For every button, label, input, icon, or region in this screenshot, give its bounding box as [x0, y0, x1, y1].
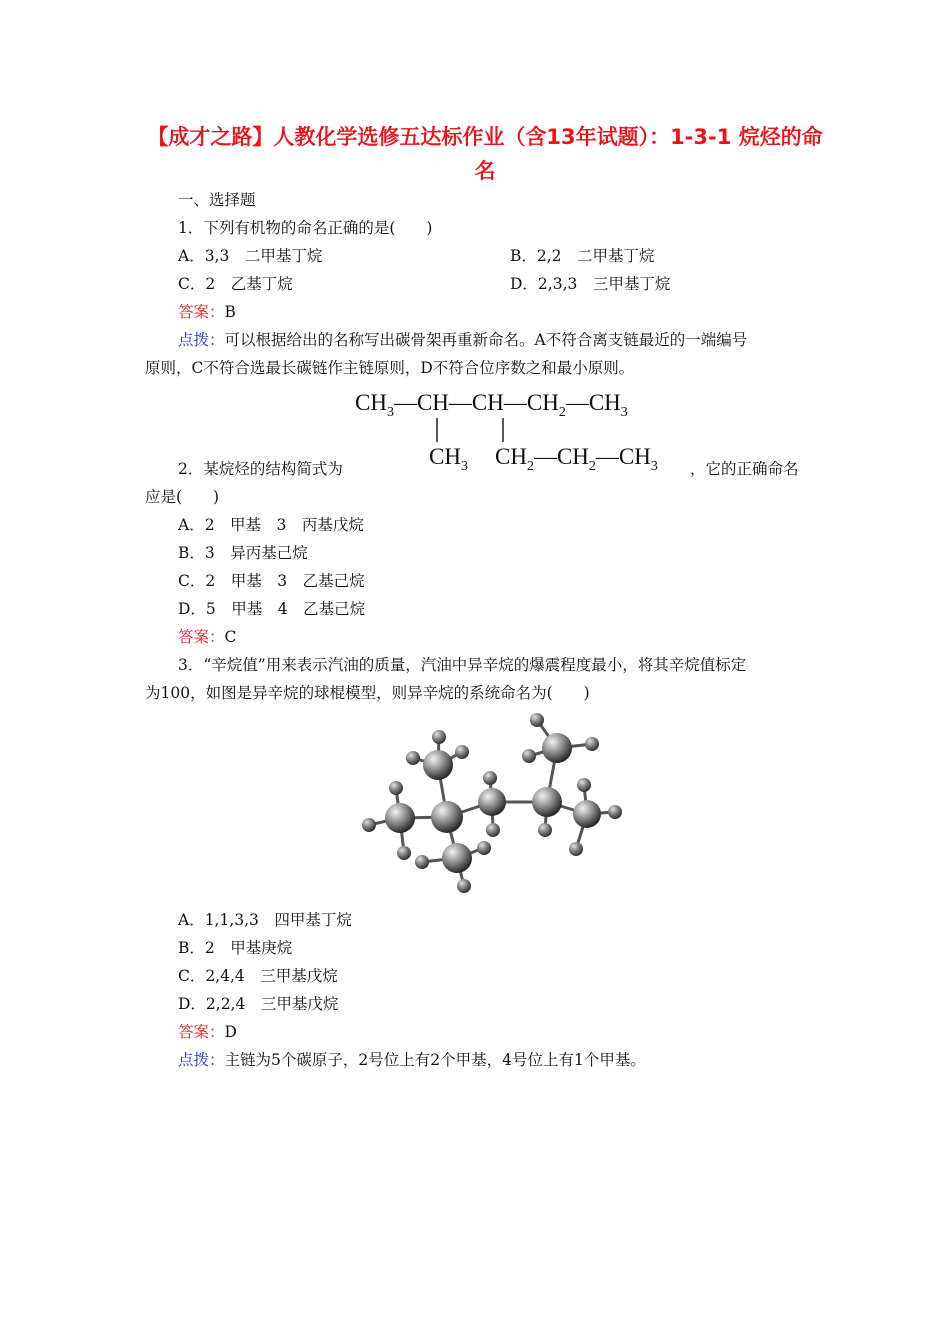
- isooctane-ball-stick-model: [352, 710, 632, 900]
- q2-answer-label: 答案：: [178, 628, 225, 646]
- formula-atom-1: CH: [355, 390, 387, 415]
- q3-answer: [178, 1022, 237, 1042]
- formula-sub-3: 3: [620, 405, 628, 420]
- page-title: 【成才之路】人教化学选修五达标作业（含13年试题）：1-3-1 烷烃的命名: [147, 125, 823, 183]
- q1-hint-line2: 原则，C不符合选最长碳链作主链原则，D不符合位序数之和最小原则。: [145, 359, 635, 377]
- q3-answer-label: 答案：: [178, 1023, 225, 1041]
- q3-option-d: D．2,2,4 三甲基戊烷: [178, 995, 339, 1013]
- q3-option-b: B．2 甲基庚烷: [178, 939, 293, 957]
- formula-branch-left-sub: 3: [460, 459, 468, 474]
- formula-chain-mid: —CH—CH—CH: [393, 390, 559, 415]
- q1-option-b: B．2,2 二甲基丁烷: [510, 247, 655, 265]
- q3-stem-line1: 3．“辛烷值”用来表示汽油的质量，汽油中异辛烷的爆震程度最小，将其辛烷值标定: [178, 656, 747, 674]
- q2-option-b: B．3 异丙基己烷: [178, 544, 308, 562]
- formula-sub-1: 3: [386, 405, 394, 420]
- svg-text:CH3: [429, 444, 468, 474]
- formula-branch-right-3: —CH: [595, 444, 651, 469]
- q1-answer-label: 答案：: [178, 303, 225, 321]
- formula-branch-right-2: —CH: [533, 444, 589, 469]
- q1-answer-value: B: [224, 303, 236, 321]
- q3-stem-line2: 为100，如图是异辛烷的球棍模型，则异辛烷的系统命名为( ): [145, 684, 590, 702]
- formula-sub-2: 2: [558, 405, 566, 420]
- q3-answer-value: D: [224, 1023, 237, 1041]
- q2-option-d: D．5 甲基 4 乙基己烷: [178, 600, 366, 618]
- q1-answer: [178, 302, 236, 322]
- q3-hint: [178, 1050, 646, 1070]
- formula-branch-right-sub2: 2: [588, 459, 596, 474]
- q1-stem: 1．下列有机物的命名正确的是( ): [178, 219, 433, 237]
- q2-stem: 2．某烷烃的结构简式为: [178, 460, 343, 478]
- q3-hint-label: 点拨：: [178, 1051, 225, 1069]
- formula-branch-right-1: CH: [495, 444, 527, 469]
- q1-hint: [178, 330, 747, 350]
- q3-option-a: A．1,1,3,3 四甲基丁烷: [178, 911, 352, 929]
- q2-answer-value: C: [224, 628, 237, 646]
- q1-option-a: A．3,3 二甲基丁烷: [178, 247, 323, 265]
- q2-option-c: C．2 甲基 3 乙基己烷: [178, 572, 365, 590]
- formula-branch-right-sub1: 2: [526, 459, 534, 474]
- section-heading: 一、选择题: [178, 191, 256, 209]
- formula-branch-left: CH: [429, 444, 461, 469]
- q1-hint-label: 点拨：: [178, 331, 225, 349]
- formula-branch-right-sub3: 3: [650, 459, 658, 474]
- q3-hint-text: 主链为5个碳原子，2号位上有2个甲基，4号位上有1个甲基。: [224, 1051, 646, 1069]
- q2-option-a: A．2 甲基 3 丙基戊烷: [178, 516, 364, 534]
- q1-hint-line1: 可以根据给出的名称写出碳骨架再重新命名。A不符合离支链最近的一端编号: [224, 331, 748, 349]
- q3-option-c: C．2,4,4 三甲基戊烷: [178, 967, 338, 985]
- svg-text:CH3—CH—CH—CH2—CH3: [355, 390, 628, 420]
- structural-formula: [355, 388, 695, 478]
- q2-stem-line2: 应是( ): [145, 488, 220, 506]
- q2-stem-tail: ，它的正确命名: [690, 460, 799, 478]
- q1-option-d: D．2,3,3 三甲基丁烷: [510, 275, 671, 293]
- formula-chain-end: —CH: [565, 390, 621, 415]
- svg-text:CH2—CH2—CH3: [495, 444, 658, 474]
- q1-option-c: C．2 乙基丁烷: [178, 275, 293, 293]
- q2-answer: [178, 627, 236, 647]
